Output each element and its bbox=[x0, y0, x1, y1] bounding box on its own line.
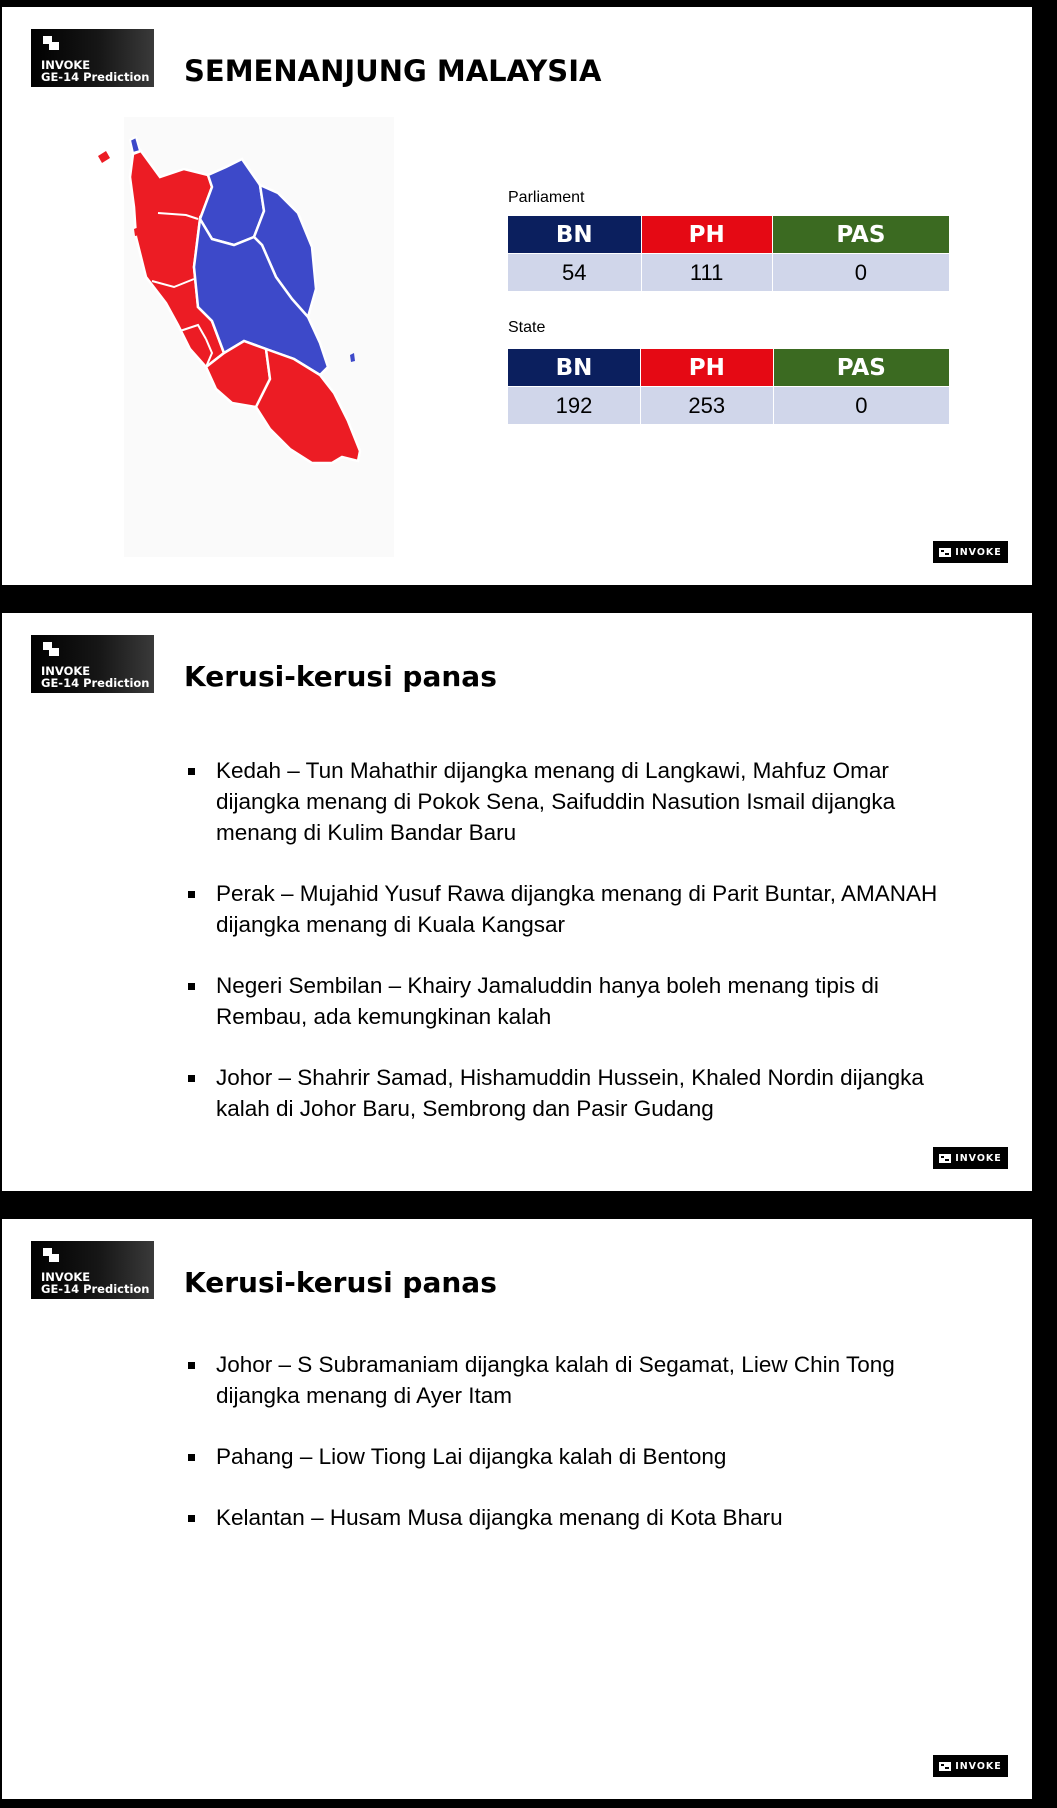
footer-brand-badge bbox=[933, 1147, 1008, 1169]
footer-brand-text: INVOKE bbox=[955, 1760, 1002, 1772]
invoke-logo-icon bbox=[43, 642, 59, 656]
bullet-list bbox=[188, 1349, 968, 1563]
parliament-header-ph: PH bbox=[641, 216, 772, 254]
invoke-logo-icon bbox=[43, 36, 59, 50]
footer-brand-badge bbox=[933, 541, 1008, 563]
state-header-ph: PH bbox=[640, 349, 773, 387]
invoke-footer-icon bbox=[939, 548, 951, 557]
state-header-bn: BN bbox=[508, 349, 641, 387]
state-value-bn: 192 bbox=[508, 387, 641, 425]
state-value-pas: 0 bbox=[773, 387, 949, 425]
slide-title: Kerusi-kerusi panas bbox=[184, 660, 497, 693]
parliament-header-pas: PAS bbox=[772, 216, 949, 254]
invoke-footer-icon bbox=[939, 1762, 951, 1771]
footer-brand-text: INVOKE bbox=[955, 546, 1002, 558]
invoke-logo-icon bbox=[43, 1248, 59, 1262]
parliament-table bbox=[507, 215, 950, 292]
logo-line-1: INVOKE bbox=[41, 58, 91, 72]
bullet-item-pahang: Pahang – Liow Tiong Lai dijangka kalah di Bentong bbox=[188, 1441, 968, 1472]
bullet-item-johor: Johor – Shahrir Samad, Hishamuddin Hussein, Khaled Nordin dijangka kalah di Johor Baru, Sembrong dan Pasir Gudang bbox=[188, 1062, 968, 1124]
parliament-value-ph: 111 bbox=[641, 254, 772, 292]
footer-brand-badge bbox=[933, 1755, 1008, 1777]
invoke-footer-icon bbox=[939, 1154, 951, 1163]
invoke-logo bbox=[31, 29, 154, 87]
logo-line-1: INVOKE bbox=[41, 664, 91, 678]
parliament-label: Parliament bbox=[508, 189, 585, 206]
parliament-header-bn: BN bbox=[508, 216, 642, 254]
slide-summary bbox=[2, 7, 1032, 585]
invoke-logo bbox=[31, 635, 154, 693]
logo-line-2: GE-14 Prediction bbox=[41, 70, 150, 84]
footer-brand-text: INVOKE bbox=[955, 1152, 1002, 1164]
bullet-item-kelantan: Kelantan – Husam Musa dijangka menang di Kota Bharu bbox=[188, 1502, 968, 1533]
bullet-item-johor: Johor – S Subramaniam dijangka kalah di Segamat, Liew Chin Tong dijangka menang di Ayer Itam bbox=[188, 1349, 968, 1411]
bullet-item-negeri-sembilan: Negeri Sembilan – Khairy Jamaluddin hanya boleh menang tipis di Rembau, ada kemungkinan kalah bbox=[188, 970, 968, 1032]
slide-hot-seats-1 bbox=[2, 613, 1032, 1191]
bullet-item-perak: Perak – Mujahid Yusuf Rawa dijangka menang di Parit Buntar, AMANAH dijangka menang di Kuala Kangsar bbox=[188, 878, 968, 940]
state-header-pas: PAS bbox=[773, 349, 949, 387]
slide-hot-seats-2 bbox=[2, 1219, 1032, 1799]
invoke-logo bbox=[31, 1241, 154, 1299]
peninsular-malaysia-map bbox=[94, 117, 444, 557]
logo-line-1: INVOKE bbox=[41, 1270, 91, 1284]
logo-line-2: GE-14 Prediction bbox=[41, 676, 150, 690]
slide-title: Kerusi-kerusi panas bbox=[184, 1266, 497, 1299]
logo-line-2: GE-14 Prediction bbox=[41, 1282, 150, 1296]
parliament-value-pas: 0 bbox=[772, 254, 949, 292]
state-label: State bbox=[508, 319, 546, 336]
bullet-item-kedah: Kedah – Tun Mahathir dijangka menang di Langkawi, Mahfuz Omar dijangka menang di Pokok Sena, Saifuddin Nasution Ismail dijangka menang di Kulim Bandar Baru bbox=[188, 755, 968, 848]
state-value-ph: 253 bbox=[640, 387, 773, 425]
state-table bbox=[507, 348, 950, 425]
parliament-value-bn: 54 bbox=[508, 254, 642, 292]
bullet-list bbox=[188, 755, 968, 1154]
slide-title: SEMENANJUNG MALAYSIA bbox=[184, 54, 602, 88]
